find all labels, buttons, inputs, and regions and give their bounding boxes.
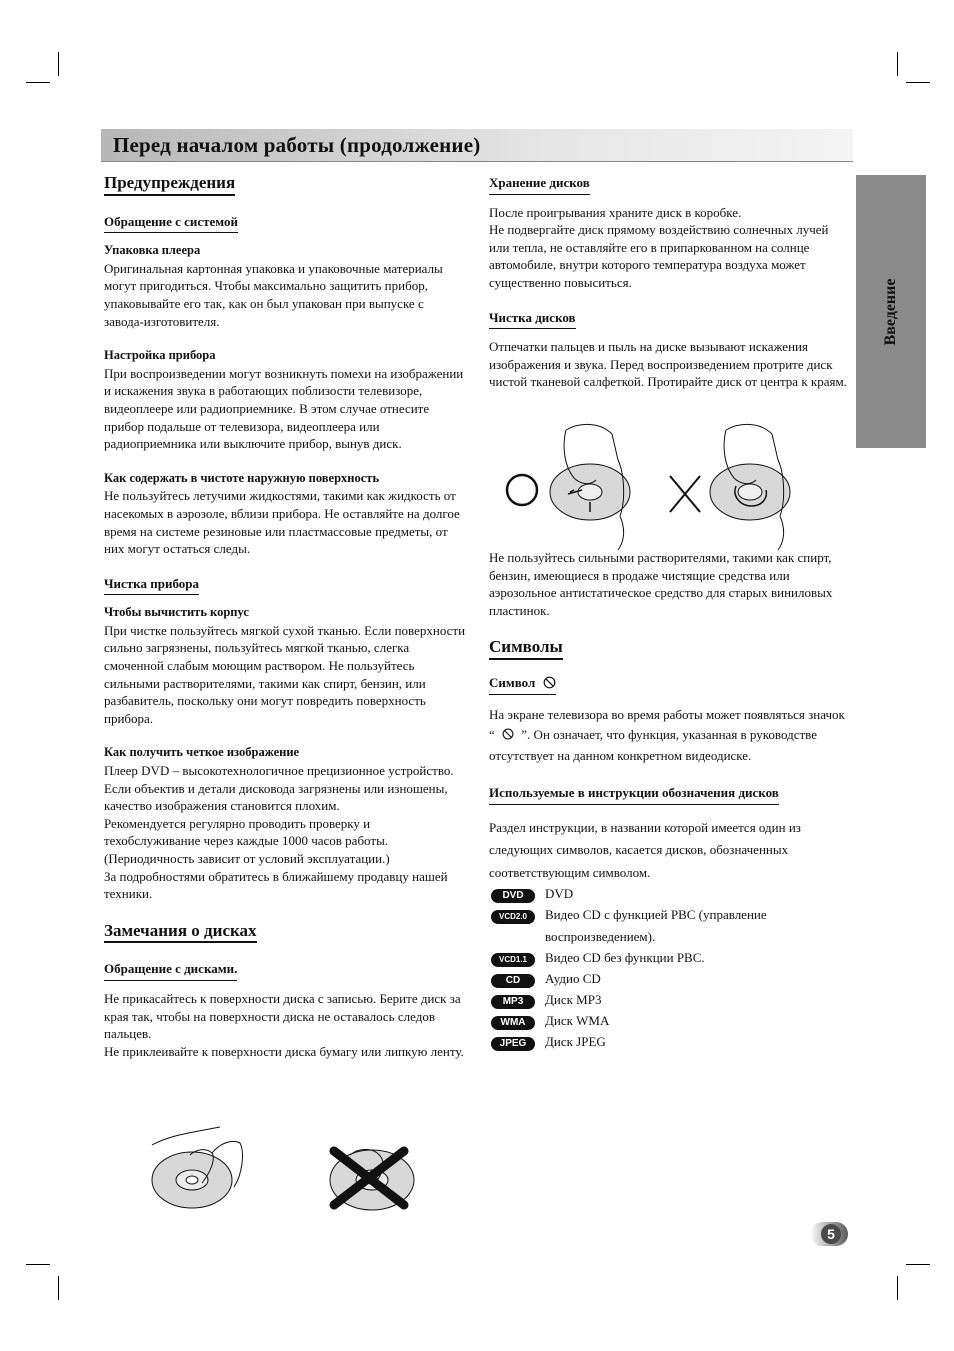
crop-mark — [26, 1264, 50, 1265]
vcd20-badge: VCD2.0 — [491, 910, 535, 924]
symbol-text-start: На экране телевизора во время работы может появляться значок “ — [489, 706, 845, 743]
wipe-correct-image — [507, 424, 630, 550]
packing-text: Оригинальная картонная упаковка и упаковочные материалы могут пригодиться. Чтобы максимально защитить прибор, упаковывайте его так, как он был упакован при выпуске с завода-изготовителя. — [104, 260, 443, 329]
symbol-heading-label: Символ — [489, 674, 536, 690]
disc-type-row — [489, 993, 851, 1011]
disc-cleaning-heading: Чистка дисков — [489, 309, 576, 330]
disc-handling-heading: Обращение с дисками. — [104, 960, 237, 981]
case-cleaning-text: При чистке пользуйтесь мягкой сухой тканью. Если поверхности сильно загрязнены, пользуйтесь мягкой тканью, слегка смоченной слабым моющим раствором. Не пользуйтесь сильными растворителями, такими как спирт, бензин, или разбавитель, поскольку они могут повредить поверхность прибора. — [104, 622, 466, 726]
crop-mark — [897, 1276, 898, 1300]
disc-type-row — [489, 887, 851, 905]
side-tab-label: Введение — [882, 278, 899, 345]
clear-picture-text-3: За подробностями обратитесь в ближайшему продавцу нашей техники. — [104, 868, 448, 902]
clear-picture-text: Плеер DVD – высокотехнологичное прецизионное устройство. Если объектив и детали дисковода загрязнены или изношены, качество изображения становится плохим. — [104, 763, 454, 814]
disc-wiping-illustration — [500, 420, 820, 560]
symbols-heading: Символы — [489, 638, 563, 660]
vcd11-badge: VCD1.1 — [491, 953, 535, 967]
disc-type-label: Диск WMA — [545, 1013, 610, 1029]
disc-type-row — [489, 1035, 851, 1053]
prohibited-icon — [502, 728, 514, 740]
disc-type-label: Диск JPEG — [545, 1034, 606, 1050]
page-number-badge — [810, 1222, 850, 1246]
clear-picture-text-2: Рекомендуется регулярно проводить проверку и техобслуживание через каждые 1000 часов работы. (Периодичность зависит от условий эксплуатации.) — [104, 815, 390, 866]
crop-mark — [58, 1276, 59, 1300]
wipe-wrong-image — [670, 424, 790, 550]
system-handling-heading: Обращение с системой — [104, 213, 238, 234]
symbol-heading — [489, 674, 556, 695]
case-cleaning-title: Чтобы вычистить корпус — [104, 605, 249, 620]
disc-type-label: Аудио CD — [545, 971, 601, 987]
crop-mark — [58, 52, 59, 76]
disc-handling-text-2: Не приклеивайте к поверхности диска бумагу или липкую ленту. — [104, 1043, 464, 1059]
cross-mark-icon — [670, 476, 700, 512]
crop-mark — [906, 1264, 930, 1265]
disc-type-label: Диск MP3 — [545, 992, 602, 1008]
setup-title: Настройка прибора — [104, 348, 216, 363]
disc-holding-correct-image — [152, 1127, 242, 1208]
warnings-heading: Предупреждения — [104, 174, 235, 196]
section-side-tab — [856, 175, 926, 448]
storage-text-2: Не подвергайте диск прямому воздействию солнечных лучей или тепла, не оставляйте его в припаркованном на солнце автомобиле, внутри которого температура воздуха может существенно повыситься. — [489, 222, 829, 290]
wma-badge: WMA — [491, 1016, 535, 1030]
page-title: Перед началом работы (продолжение) — [113, 133, 481, 157]
disc-marks-intro: Раздел инструкции, в названии которой имеется один из следующих символов, касается дисков, обозначенных соответствующим символом. — [489, 819, 801, 880]
clear-picture-title: Как получить четкое изображение — [104, 745, 300, 760]
symbol-text — [489, 705, 851, 767]
disc-type-label: Видео CD без функции PBC. — [545, 950, 705, 966]
cleaning-heading: Чистка прибора — [104, 575, 199, 596]
packing-title: Упаковка плеера — [104, 243, 201, 258]
disc-type-label: Видео CD с функцией PBC (управление воспроизведением). — [545, 907, 767, 945]
surface-text: Не пользуйтесь летучими жидкостями, такими как жидкость от насекомых в аэрозоле, вблизи прибора. Не оставляйте на долгое время на системе резиновые или пластмассовые предметы, от них могут остаться следы. — [104, 488, 460, 557]
symbol-text-end: ”. Он означает, что функция, указанная в руководстве отсутствует на данном конкретном видеодиске. — [489, 727, 817, 763]
surface-title: Как содержать в чистоте наружную поверхность — [104, 470, 380, 485]
solvent-warning-text: Не пользуйтесь сильными растворителями, такими как спирт, бензин, имеющиеся в продаже чистящие средства или аэрозольное антистатическое средство для старых виниловых пластинок. — [489, 549, 833, 618]
section-title-bar — [101, 129, 853, 162]
disc-notes-heading: Замечания о дисках — [104, 922, 257, 944]
jpeg-badge: JPEG — [491, 1037, 535, 1051]
disc-type-list — [489, 887, 851, 1053]
cd-badge: CD — [491, 974, 535, 988]
disc-handling-text: Не прикасайтесь к поверхности диска с записью. Берите диск за края так, чтобы на поверхности диска не оставалось следов пальцев. — [104, 990, 461, 1042]
disc-type-row — [489, 908, 851, 948]
crop-mark — [26, 82, 50, 83]
disc-marks-heading: Используемые в инструкции обозначения дисков — [489, 784, 779, 805]
setup-text: При воспроизведении могут возникнуть помехи на изображении и искажения звука в работающих поблизости телевизоре, видеоплеере или радиоприемнике. В этом случае отнесите прибор подальше от телевизора, видеоплеера или радиоприемника или выключите прибор, вынув диск. — [104, 365, 464, 452]
dvd-badge: DVD — [491, 889, 535, 903]
crop-mark — [906, 82, 930, 83]
disc-holding-illustration — [150, 1125, 420, 1215]
page-number: 5 — [821, 1224, 841, 1244]
crop-mark — [897, 52, 898, 76]
mp3-badge: MP3 — [491, 995, 535, 1009]
disc-cleaning-text: Отпечатки пальцев и пыль на диске вызывают искажения изображения и звука. Перед воспроизведением протрите диск чистой тканевой салфеткой. Протирайте диск от центра к краям. — [489, 339, 847, 390]
disc-type-label: DVD — [545, 886, 574, 902]
left-column — [104, 174, 466, 1060]
right-column — [489, 174, 851, 1056]
disc-type-row — [489, 1014, 851, 1032]
prohibited-icon — [543, 676, 556, 689]
storage-heading: Хранение дисков — [489, 174, 590, 195]
disc-type-row — [489, 951, 851, 969]
disc-holding-wrong-image — [330, 1149, 414, 1210]
correct-mark-icon — [507, 475, 537, 505]
storage-text: После проигрывания храните диск в коробке. — [489, 204, 742, 220]
disc-type-row — [489, 972, 851, 990]
